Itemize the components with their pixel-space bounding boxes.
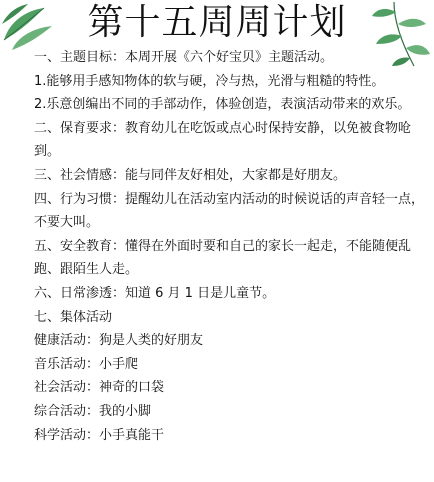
science-activity-line: 科学活动：小手真能干 bbox=[34, 427, 165, 443]
group-activity-heading: 七、集体活动 bbox=[34, 309, 113, 325]
daily-infiltration-line: 六、日常渗透：知道 6 月 1 日是儿童节。 bbox=[34, 285, 276, 301]
social-activity-line: 社会活动：神奇的口袋 bbox=[34, 380, 165, 396]
behavior-habit-line: 四、行为习惯：提醒幼儿在活动室内活动的时候说话的声音轻一点，不要大叫。 bbox=[34, 191, 425, 231]
music-activity-line: 音乐活动：小手爬 bbox=[34, 356, 139, 372]
plan-content bbox=[34, 46, 424, 447]
social-emotion-line: 三、社会情感：能与同伴友好相处，大家都是好朋友。 bbox=[34, 167, 347, 183]
health-activity-line: 健康活动：狗是人类的好朋友 bbox=[34, 333, 204, 349]
care-requirement-line: 二、保育要求：教育幼儿在吃饭或点心时保持安静，以免被食物呛到。 bbox=[34, 120, 412, 160]
goal-item-1: 1.能够用手感知物体的软与硬，冷与热，光滑与粗糙的特性。 bbox=[34, 73, 385, 89]
page-title: 第十五周周计划 bbox=[87, 2, 347, 43]
integrated-activity-line: 综合活动：我的小脚 bbox=[34, 403, 152, 419]
goal-item-2: 2.乐意创编出不同的手部动作，体验创造，表演活动带来的欢乐。 bbox=[34, 97, 411, 113]
safety-education-line: 五、安全教育：懂得在外面时要和自己的家长一起走，不能随便乱跑、跟陌生人走。 bbox=[34, 238, 412, 278]
theme-goal-line: 一、主题目标：本周开展《六个好宝贝》主题活动。 bbox=[34, 50, 334, 65]
